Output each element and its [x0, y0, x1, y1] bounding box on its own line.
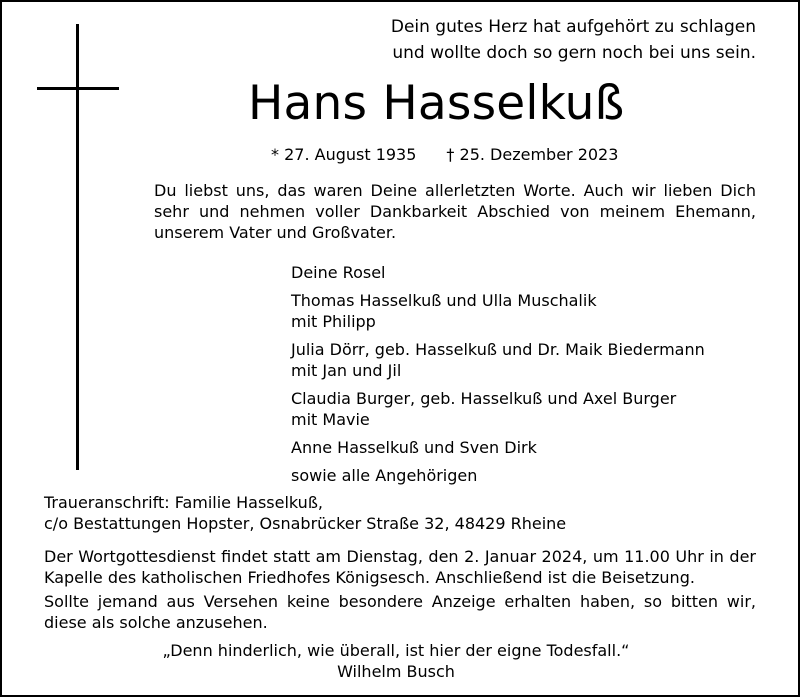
quote-author: Wilhelm Busch	[337, 662, 455, 681]
mourner-group	[291, 437, 705, 458]
cross-vertical-bar	[76, 24, 79, 470]
address-line-2: c/o Bestattungen Hopster, Osnabrücker Straße 32, 48429 Rheine	[44, 514, 567, 533]
mourners-list	[291, 262, 705, 493]
mourner-line: Julia Dörr, geb. Hasselkuß und Dr. Maik Biedermann	[291, 340, 705, 359]
memorial-verse	[391, 14, 756, 66]
birth-date: * 27. August 1935	[271, 145, 417, 164]
mourner-group	[291, 388, 705, 430]
mourner-group	[291, 290, 705, 332]
service-text: Der Wortgottesdienst findet statt am Dienstag, den 2. Januar 2024, um 11.00 Uhr in der Kapelle des katholischen Friedhofes Königsesch. Anschließend ist die Beisetzung.	[44, 547, 756, 587]
mourner-line: Deine Rosel	[291, 263, 386, 282]
mourner-subline: mit Mavie	[291, 410, 370, 429]
mourner-group	[291, 262, 705, 283]
address-line-1: Traueranschrift: Familie Hasselkuß,	[44, 493, 323, 512]
mourner-line: Thomas Hasselkuß und Ulla Muschalik	[291, 291, 597, 310]
mourning-address	[44, 492, 566, 534]
mourner-line: Anne Hasselkuß und Sven Dirk	[291, 438, 537, 457]
life-dates	[271, 145, 618, 165]
mourner-subline: mit Jan und Jil	[291, 361, 402, 380]
mourner-line: Claudia Burger, geb. Hasselkuß und Axel Burger	[291, 389, 677, 408]
death-date: † 25. Dezember 2023	[446, 145, 619, 164]
closing-quote	[0, 640, 792, 682]
mourner-group	[291, 465, 705, 486]
farewell-text: Du liebst uns, das waren Deine allerletzten Worte. Auch wir lieben Dich sehr und nehmen voller Dankbarkeit Abschied von meinem Ehemann, unserem Vater und Großvater.	[154, 181, 756, 242]
cross-horizontal-bar	[37, 87, 119, 90]
mourner-line: sowie alle Angehörigen	[291, 466, 478, 485]
verse-line-2: und wollte doch so gern noch bei uns sein.	[392, 43, 756, 63]
notice-text: Sollte jemand aus Versehen keine besondere Anzeige erhalten haben, so bitten wir, diese als solche anzusehen.	[44, 592, 756, 632]
deceased-name: Hans Hasselkuß	[248, 76, 625, 131]
verse-line-1: Dein gutes Herz hat aufgehört zu schlagen	[390, 17, 756, 37]
mourner-subline: mit Philipp	[291, 312, 376, 331]
mourner-group	[291, 339, 705, 381]
quote-text: „Denn hinderlich, wie überall, ist hier der eigne Todesfall.“	[162, 641, 630, 660]
